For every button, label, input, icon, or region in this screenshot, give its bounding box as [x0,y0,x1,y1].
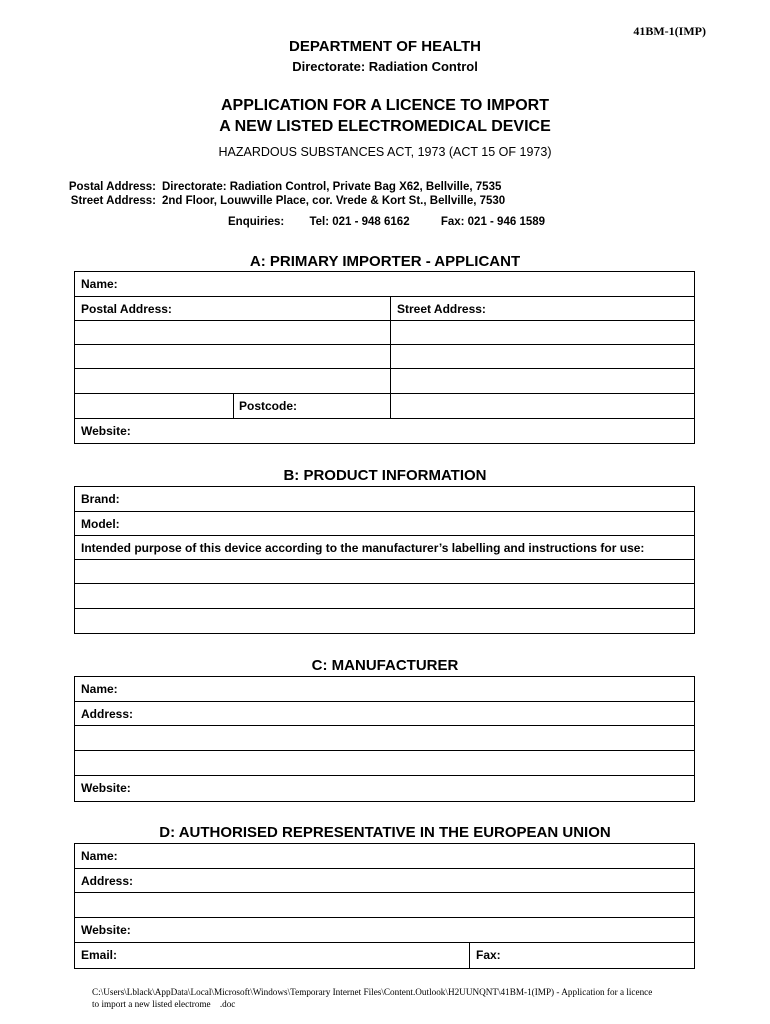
applicant-address-line-2[interactable] [75,345,694,369]
file-path-line-2: to import a new listed electrome .doc [92,999,236,1009]
representative-email-label: Email: [81,948,118,962]
representative-website-label: Website: [81,923,131,937]
section-b-title: B: PRODUCT INFORMATION [283,467,487,484]
section-c-title: C: MANUFACTURER [311,657,459,674]
postal-address-line [60,180,620,194]
act-reference: HAZARDOUS SUBSTANCES ACT, 1973 (ACT 15 OF 1973) [218,145,552,159]
manufacturer-name-row[interactable] [75,677,694,702]
product-purpose-line-2[interactable] [75,584,694,609]
product-purpose-line-1[interactable] [75,560,694,584]
applicant-address-line-3[interactable] [75,369,694,394]
representative-address-row[interactable] [75,869,694,893]
enquiries-label: Enquiries: [228,216,285,228]
application-title-line1: APPLICATION FOR A LICENCE TO IMPORT [221,97,549,114]
street-address-label: Street Address: [70,195,156,207]
section-d-box [74,843,695,969]
manufacturer-address-row[interactable] [75,702,694,726]
product-purpose-row [75,536,694,560]
applicant-street-address-label: Street Address: [397,302,486,316]
applicant-address-header-row [75,297,694,321]
department-title: DEPARTMENT OF HEALTH [289,38,481,55]
manufacturer-address-label: Address: [81,707,134,721]
manufacturer-website-row[interactable] [75,776,694,801]
section-d-title: D: AUTHORISED REPRESENTATIVE IN THE EUROPEAN UNION [159,824,611,841]
enquiries-line [228,216,567,228]
file-path-footer [92,986,712,1010]
applicant-website-row[interactable] [75,419,694,443]
postal-address-label: Postal Address: [68,181,156,193]
enquiries-fax: Fax: 021 - 946 1589 [440,216,546,228]
postal-address-value: Directorate: Radiation Control, Private Bag X62, Bellville, 7535 [162,181,502,193]
section-a-title: A: PRIMARY IMPORTER - APPLICANT [249,253,521,270]
product-brand-row[interactable] [75,487,694,512]
representative-fax-label: Fax: [476,948,501,962]
applicant-name-label: Name: [81,277,118,291]
representative-website-row[interactable] [75,918,694,943]
representative-address-label: Address: [81,874,134,888]
street-address-value: 2nd Floor, Louwville Place, cor. Vrede & Kort St., Bellville, 7530 [162,195,506,207]
file-path-line-1: C:\Users\Lblack\AppData\Local\Microsoft\Windows\Temporary Internet Files\Content.Outlook\H2UUNQNT\41BM-1(IMP) - Application for a licence [92,987,653,997]
applicant-name-row[interactable] [75,272,694,297]
applicant-postcode-row[interactable] [75,394,694,419]
form-number: 41BM-1(IMP) [633,24,706,38]
applicant-postcode-label: Postcode: [239,399,298,413]
product-purpose-line-3[interactable] [75,609,694,633]
directorate-subtitle: Directorate: Radiation Control [292,59,478,74]
manufacturer-address-line-1[interactable] [75,726,694,751]
section-c-box [74,676,695,802]
applicant-postal-address-label: Postal Address: [81,302,172,316]
product-brand-label: Brand: [81,492,120,506]
manufacturer-name-label: Name: [81,682,118,696]
representative-address-line-1[interactable] [75,893,694,918]
product-model-row[interactable] [75,512,694,536]
representative-email-fax-row[interactable] [75,943,694,968]
manufacturer-website-label: Website: [81,781,131,795]
enquiries-tel: Tel: 021 - 948 6162 [309,216,410,228]
address-block [60,180,620,208]
applicant-address-line-1[interactable] [75,321,694,345]
product-purpose-label: Intended purpose of this device according to the manufacturer’s labelling and instructions for use: [81,541,645,555]
application-title-line2: A NEW LISTED ELECTROMEDICAL DEVICE [219,118,551,135]
representative-name-row[interactable] [75,844,694,869]
product-model-label: Model: [81,517,120,531]
section-a-box [74,271,695,444]
applicant-website-label: Website: [81,424,131,438]
street-address-line [60,194,620,208]
manufacturer-address-line-2[interactable] [75,751,694,776]
representative-name-label: Name: [81,849,118,863]
section-b-box [74,486,695,634]
